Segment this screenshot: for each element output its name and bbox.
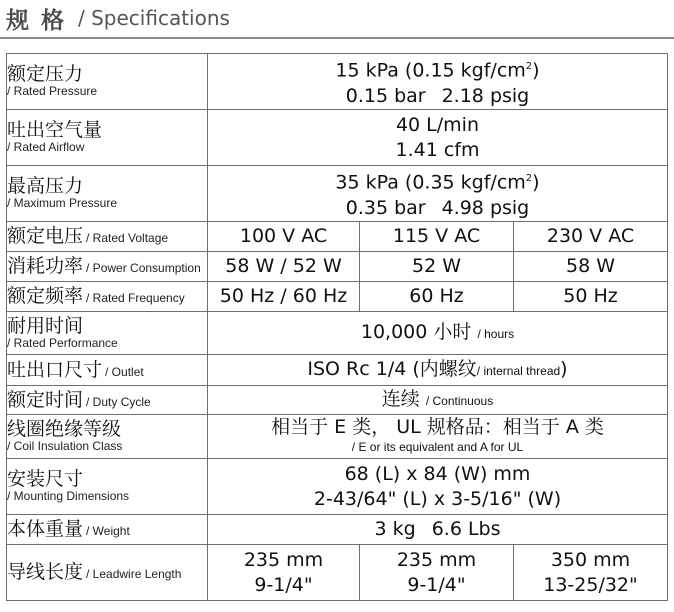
row-rated-airflow: [7, 110, 668, 166]
label-en: / Rated Pressure: [7, 84, 98, 99]
value-close-paren: ): [532, 59, 540, 82]
value-line-2: 2-43/64" (L) x 3-5/16" (W): [313, 487, 562, 510]
value-power-3: 58 W: [514, 252, 668, 282]
label-zh: 导线长度: [7, 561, 84, 584]
label-en: / Power Consumption: [86, 261, 201, 276]
label-en: / Rated Frequency: [86, 291, 185, 306]
value-superscript: 2: [525, 61, 533, 73]
row-duty-cycle: [7, 386, 668, 415]
label-en: / Rated Voltage: [86, 231, 169, 246]
value-line-1: 68 (L) x 84 (W) mm: [344, 462, 531, 485]
label-en: / Coil Insulation Class: [7, 439, 123, 454]
value-main: 相当于 E 类， UL 规格品：相当于 A 类: [271, 415, 604, 438]
value-bar: 0.35 bar: [345, 196, 426, 219]
value-rated-performance: [208, 312, 668, 355]
label-zh: 线圈绝缘等级: [7, 418, 122, 441]
label-zh: 吐出口尺寸: [7, 358, 103, 381]
row-coil-insulation: [7, 415, 668, 459]
value-voltage-3: 230 V AC: [514, 222, 668, 252]
value-imperial: 9-1/4": [407, 573, 466, 596]
value-frequency-2: 60 Hz: [360, 282, 514, 312]
value-unit: / hours: [477, 326, 515, 341]
value-frequency-3: 50 Hz: [514, 282, 668, 312]
label-power-consumption: [7, 252, 208, 282]
value-close-paren: ): [532, 171, 540, 194]
label-zh: 吐出空气量: [7, 119, 103, 142]
value-voltage-2: 115 V AC: [360, 222, 514, 252]
value-small: / Continuous: [425, 393, 494, 408]
value-main: ISO Rc 1/4 (内螺纹: [307, 357, 477, 380]
value-kg: 3 kg: [374, 518, 416, 540]
label-zh: 耐用时间: [7, 314, 84, 337]
row-power-consumption: [7, 252, 668, 282]
label-rated-pressure: [7, 54, 208, 110]
label-zh: 额定电压: [7, 225, 84, 248]
value-weight: [208, 515, 668, 545]
value-frequency-1: 50 Hz / 60 Hz: [208, 282, 360, 312]
value-rated-airflow: [208, 110, 668, 166]
label-zh: 安装尺寸: [7, 468, 84, 491]
value-close-paren: ): [560, 357, 568, 380]
page-title-zh: 规 格: [6, 8, 67, 34]
label-en: / Duty Cycle: [86, 394, 151, 409]
label-weight: [7, 515, 208, 545]
row-outlet: [7, 355, 668, 386]
value-leadwire-2: [360, 545, 514, 601]
value-lbs: 6.6 Lbs: [431, 518, 501, 540]
value-metric: 235 mm: [396, 548, 477, 571]
row-mounting-dimensions: [7, 459, 668, 515]
row-rated-performance: [7, 312, 668, 355]
value-mounting-dimensions: [208, 459, 668, 515]
label-duty-cycle: [7, 386, 208, 415]
label-en: / Outlet: [105, 364, 144, 379]
specifications-table: [6, 53, 668, 601]
label-en: / Leadwire Length: [86, 567, 182, 582]
page-header: [0, 0, 674, 40]
label-rated-frequency: [7, 282, 208, 312]
value-bar: 0.15 bar: [345, 84, 426, 107]
label-en: / Weight: [86, 524, 130, 539]
value-duty-cycle: [208, 386, 668, 415]
row-rated-pressure: [7, 54, 668, 110]
value-imperial: 13-25/32": [543, 573, 638, 596]
value-voltage-1: 100 V AC: [208, 222, 360, 252]
value-line-1: 40 L/min: [395, 113, 480, 136]
value-rated-pressure: [208, 54, 668, 110]
value-maximum-pressure: [208, 166, 668, 222]
value-line-1: 15 kPa (0.15 kgf/cm: [335, 59, 526, 82]
label-zh: 最高压力: [7, 175, 84, 198]
value-power-2: 52 W: [360, 252, 514, 282]
label-rated-voltage: [7, 222, 208, 252]
label-leadwire-length: [7, 545, 208, 601]
label-mounting-dimensions: [7, 459, 208, 515]
row-weight: [7, 515, 668, 545]
row-rated-voltage: [7, 222, 668, 252]
value-psig: 2.18 psig: [441, 84, 530, 107]
row-leadwire-length: [7, 545, 668, 601]
label-rated-performance: [7, 312, 208, 355]
value-main: 10,000 小时: [360, 320, 472, 343]
label-en: / Mounting Dimensions: [7, 489, 130, 504]
row-maximum-pressure: [7, 166, 668, 222]
label-zh: 消耗功率: [7, 255, 84, 278]
label-maximum-pressure: [7, 166, 208, 222]
label-en: / Maximum Pressure: [7, 196, 118, 211]
label-zh: 额定频率: [7, 285, 84, 308]
label-zh: 额定压力: [7, 63, 84, 86]
value-metric: 350 mm: [550, 548, 631, 571]
label-en: / Rated Performance: [7, 335, 118, 350]
value-coil-insulation: [208, 415, 668, 459]
value-leadwire-1: [208, 545, 360, 601]
row-rated-frequency: [7, 282, 668, 312]
label-zh: 本体重量: [7, 518, 84, 541]
label-zh: 额定时间: [7, 388, 84, 411]
label-en: / Rated Airflow: [7, 140, 85, 155]
value-psig: 4.98 psig: [441, 196, 530, 219]
value-leadwire-3: [514, 545, 668, 601]
value-outlet: [208, 355, 668, 386]
value-metric: 235 mm: [243, 548, 324, 571]
value-imperial: 9-1/4": [254, 573, 313, 596]
value-superscript: 2: [525, 173, 533, 185]
page-title-en: / Specifications: [78, 6, 230, 30]
label-coil-insulation: [7, 415, 208, 459]
value-main: 连续: [381, 387, 420, 410]
header-divider: [0, 37, 674, 39]
value-line-1: 35 kPa (0.35 kgf/cm: [335, 171, 526, 194]
label-rated-airflow: [7, 110, 208, 166]
value-line-2: 1.41 cfm: [395, 138, 480, 161]
value-small: / internal thread: [476, 363, 561, 378]
value-small: / E or its equivalent and A for UL: [351, 439, 524, 454]
label-outlet: [7, 355, 208, 386]
value-power-1: 58 W / 52 W: [208, 252, 360, 282]
